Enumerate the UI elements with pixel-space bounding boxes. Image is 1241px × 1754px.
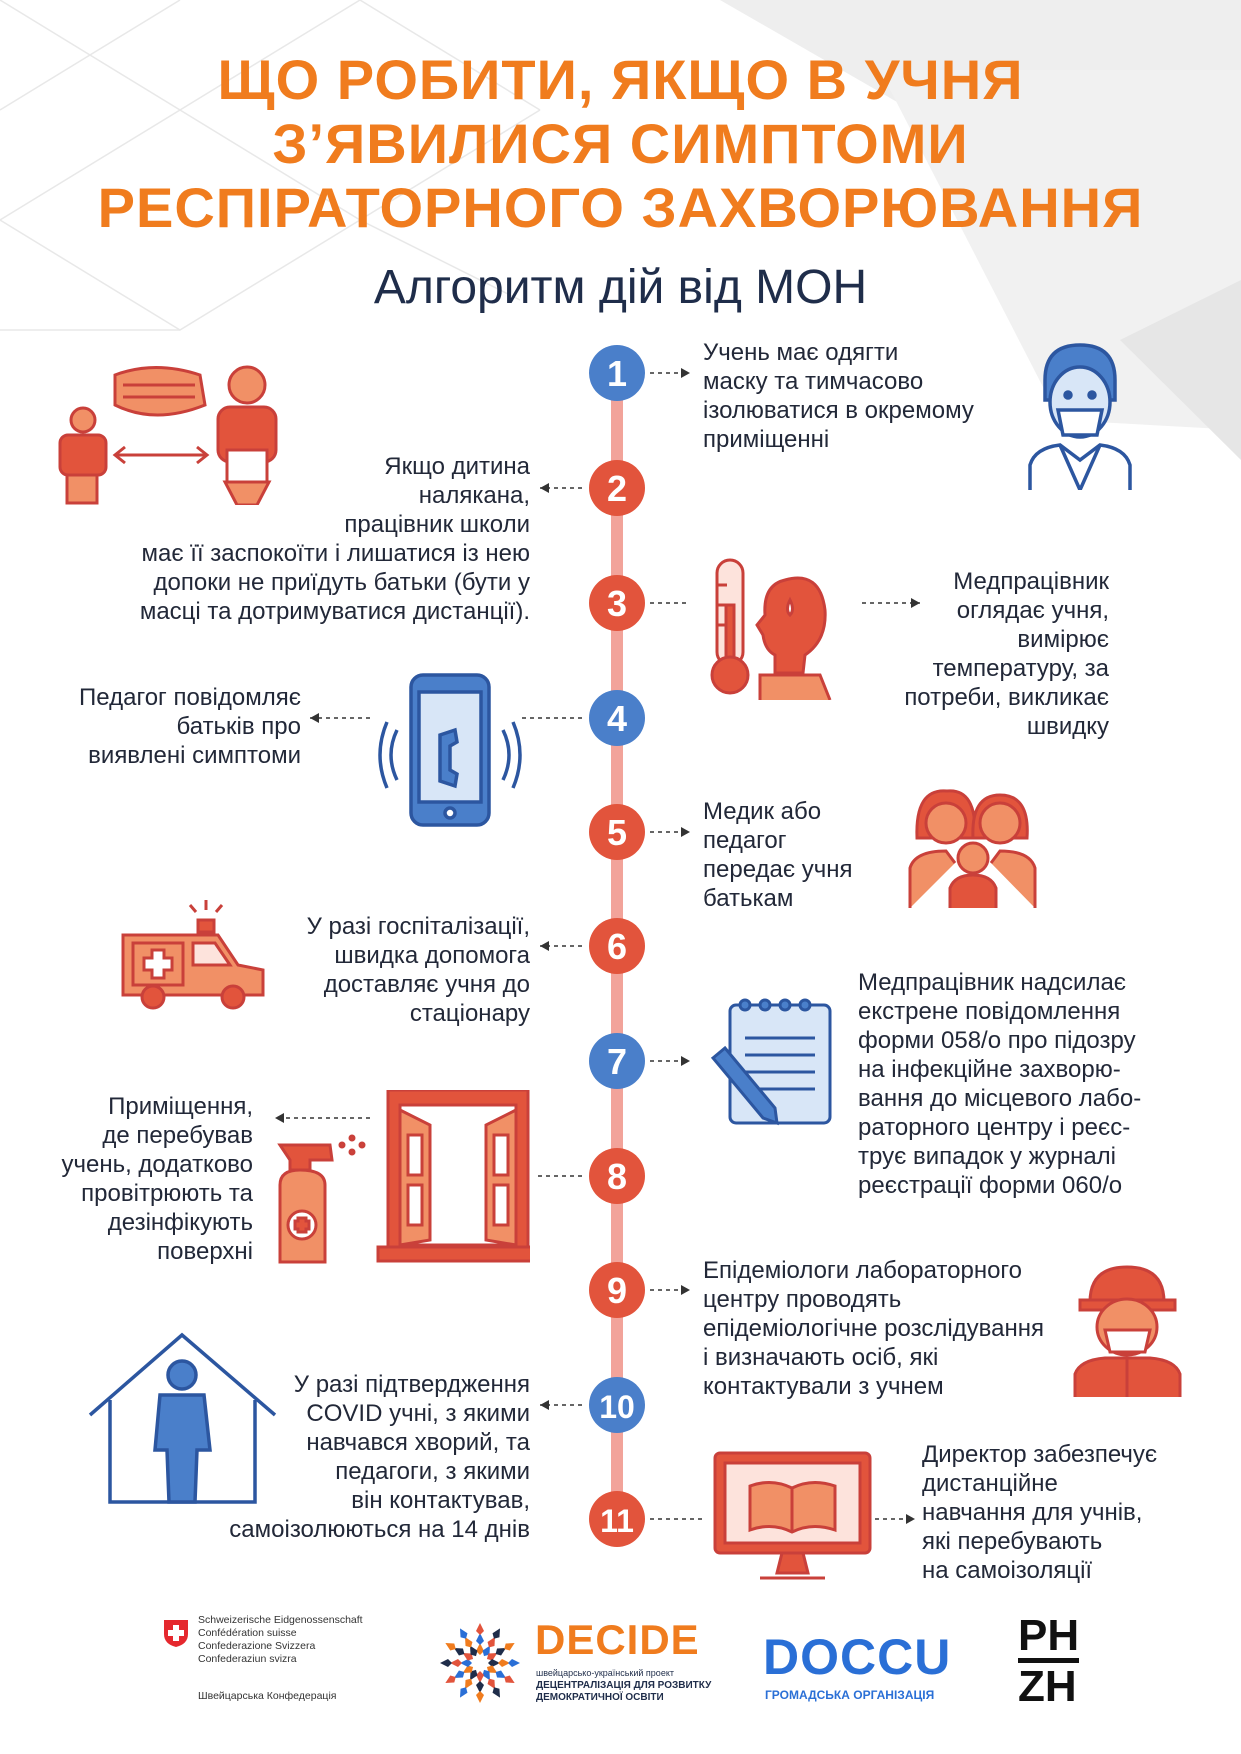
decide-logo-petal [476,1691,484,1703]
decide-logo-petal [457,1626,470,1640]
step-4-number: 4 [606,698,628,739]
decide-logo-petal [491,1685,504,1699]
title-line-3: РЕСПІРАТОРНОГО ЗАХВОРЮВАННЯ [97,176,1144,239]
decide-logo-petal [508,1659,520,1667]
decide-logo-petal [443,1674,457,1687]
step-1-text: Учень має одягти маску та тимчасово ізолюватися в окремому приміщенні [703,339,974,453]
title-line-2: З’ЯВИЛИСЯ СИМПТОМИ [272,112,969,175]
decide-sub-2: ДЕЦЕНТРАЛІЗАЦІЯ ДЛЯ РОЗВИТКУ [536,1680,712,1691]
connector-arrowhead [681,1285,690,1295]
step-3-number: 3 [606,583,628,624]
step-9-number: 9 [606,1270,628,1311]
thermometer-patient-icon [705,555,840,700]
decide-logo-petal [502,1674,516,1687]
family-icon [905,783,1040,908]
connector-arrowhead [540,941,549,951]
decide-logo-text: DECIDE [535,1616,700,1663]
decide-logo-petal [440,1659,452,1667]
swiss-ua-text: Швейцарська Конфедерація [198,1690,337,1702]
step-11-number: 11 [600,1503,634,1539]
house-isolation-icon [85,1330,280,1505]
distance-people-icon [55,355,315,505]
step-8-number: 8 [606,1156,628,1197]
doccu-logo-text: DOCCU [763,1629,952,1685]
subtitle: Алгоритм дій від МОН [373,261,868,314]
connector-arrowhead [681,368,690,378]
step-8-text: Приміщення, де перебував учень, додатково провітрюють та дезінфікують поверхні [61,1093,253,1265]
step-5-text: Медик або педагог передає учня батькам [703,798,853,912]
phone-call-icon [375,670,525,830]
title-line-1: ЩО РОБИТИ, ЯКЩО В УЧНЯ [217,48,1024,111]
connector-arrowhead [540,1400,549,1410]
masked-man-icon [1025,340,1135,490]
step-1-number: 1 [606,353,628,394]
decide-sub-3: ДЕМОКРАТИЧНОЇ ОСВІТИ [536,1692,664,1703]
window-spray-icon [270,1090,530,1265]
connector-arrowhead [906,1514,915,1524]
online-learning-icon [710,1448,875,1588]
decide-logo-icon [435,1618,525,1708]
footer-logos [0,1600,1241,1754]
notepad-icon [705,993,835,1128]
connector-arrowhead [681,827,690,837]
step-7-text: Медпрацівник надсилає екстрене повідомлення форми 058/о про підозру на інфекційне захворю- вання до місцевого лабо- раторного центру і реєс- трує випадок у журналі реєстрації форми 060/о [858,969,1142,1199]
step-6-number: 6 [606,926,628,967]
step-3-text: Медпрацівник оглядає учня, вимірює температуру, за потреби, викликає швидку [904,568,1109,740]
phzh-logo: PH ZH [1018,1611,1080,1711]
doccu-sub: ГРОМАДСЬКА ОРГАНІЗАЦІЯ [765,1688,935,1702]
decide-logo-petal [476,1623,484,1635]
step-4-text: Педагог повідомляє батьків про виявлені симптоми [79,684,301,769]
connector-arrowhead [310,713,319,723]
swiss-shield-icon [162,1618,190,1648]
decide-logo-petal [491,1626,504,1640]
step-10-number: 10 [599,1389,635,1425]
decide-logo-petal [443,1640,457,1653]
decide-logo-petal [457,1685,470,1699]
ambulance-icon [118,895,268,1010]
connector-arrowhead [681,1056,690,1066]
decide-sub-1: швейцарсько-український проект [536,1668,674,1678]
step-7-number: 7 [606,1041,628,1082]
decide-logo-petal [502,1640,516,1653]
step-10-text: У разі підтвердження COVID учні, з якими навчався хворий, та педагоги, з якими він контактував, самоізолюються на 14 днів [229,1371,530,1543]
connector-arrowhead [540,483,549,493]
step-5-number: 5 [606,812,628,853]
step-6-text: У разі госпіталізації, швидка допомога доставляє учня до стаціонару [306,913,530,1027]
step-9-text: Епідеміологи лабораторного центру проводять епідеміологічне розслідування і визначають осіб, які контактували з учнем [703,1257,1044,1400]
step-2-text: Якщо дитина налякана, працівник школи має її заспокоїти і лишатися із нею допоки не приїдуть батьки (бути у масці та дотримуватися дистанції). [139,453,530,625]
lab-worker-icon [1070,1262,1185,1397]
step-11-text: Директор забезпечує дистанційне навчання для учнів, які перебувають на самоізоляції [922,1441,1158,1584]
step-2-number: 2 [606,468,628,509]
swiss-confederation-text: Schweizerische Eidgenossenschaft Confédération suisse Confederazione Svizzera Confederaziun svizra [198,1614,363,1665]
